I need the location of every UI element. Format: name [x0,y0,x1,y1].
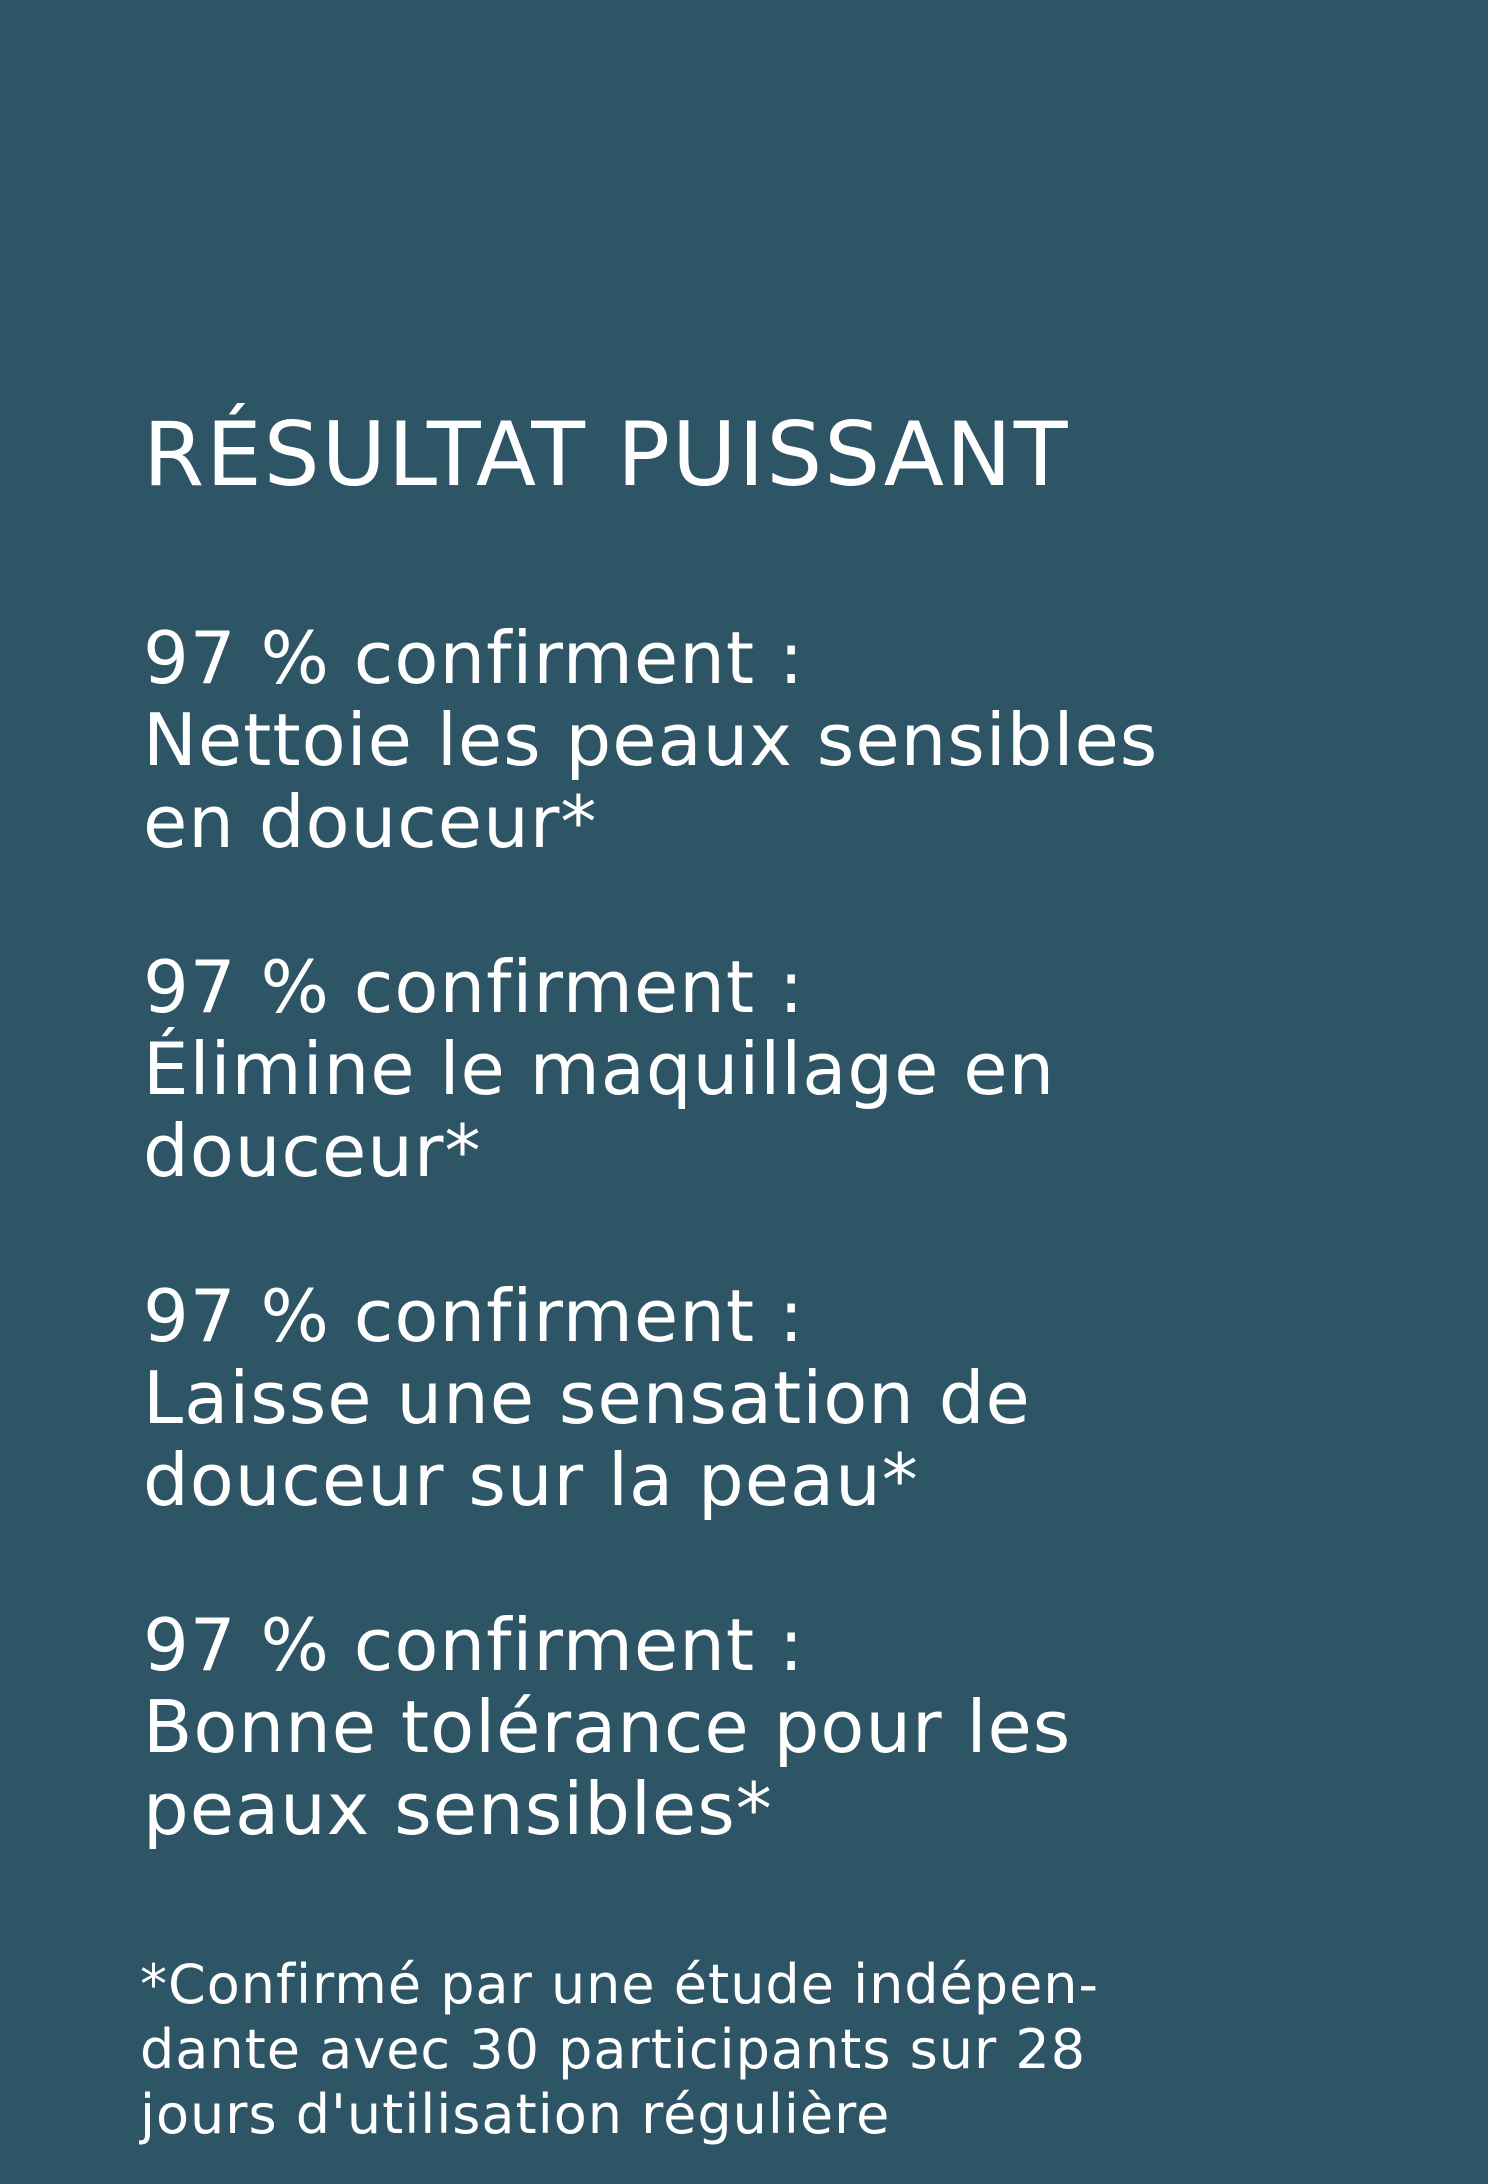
claim-text-line: Laisse une sensation de [143,1356,1031,1440]
claim-stat: 97 % confirment : [143,1274,805,1358]
claim-text-line: Élimine le maquillage en [143,1027,1056,1111]
claim-item-1 [143,617,1488,863]
claim-stat: 97 % confirment : [143,616,805,700]
claim-text-line: Nettoie les peaux sensibles [143,698,1159,782]
claim-stat: 97 % confirment : [143,1603,805,1687]
study-footnote [140,1952,1099,2147]
claim-text-line: douceur sur la peau* [143,1438,919,1522]
claims-list [143,617,1488,1850]
claim-item-3 [143,1275,1488,1521]
claim-text-line: Bonne tolérance pour les [143,1685,1072,1769]
claim-text-line: en douceur* [143,780,598,864]
panel-title: RÉSULTAT PUISSANT [143,403,1070,506]
claim-item-4 [143,1604,1488,1850]
claim-stat: 97 % confirment : [143,945,805,1029]
footnote-line: dante avec 30 participants sur 28 [140,2018,1087,2081]
claim-text-line: douceur* [143,1109,482,1193]
footnote-line: jours d'utilisation régulière [140,2083,891,2146]
claim-item-2 [143,946,1488,1192]
footnote-line: *Confirmé par une étude indépen- [140,1953,1100,2016]
claim-text-line: peaux sensibles* [143,1767,773,1851]
